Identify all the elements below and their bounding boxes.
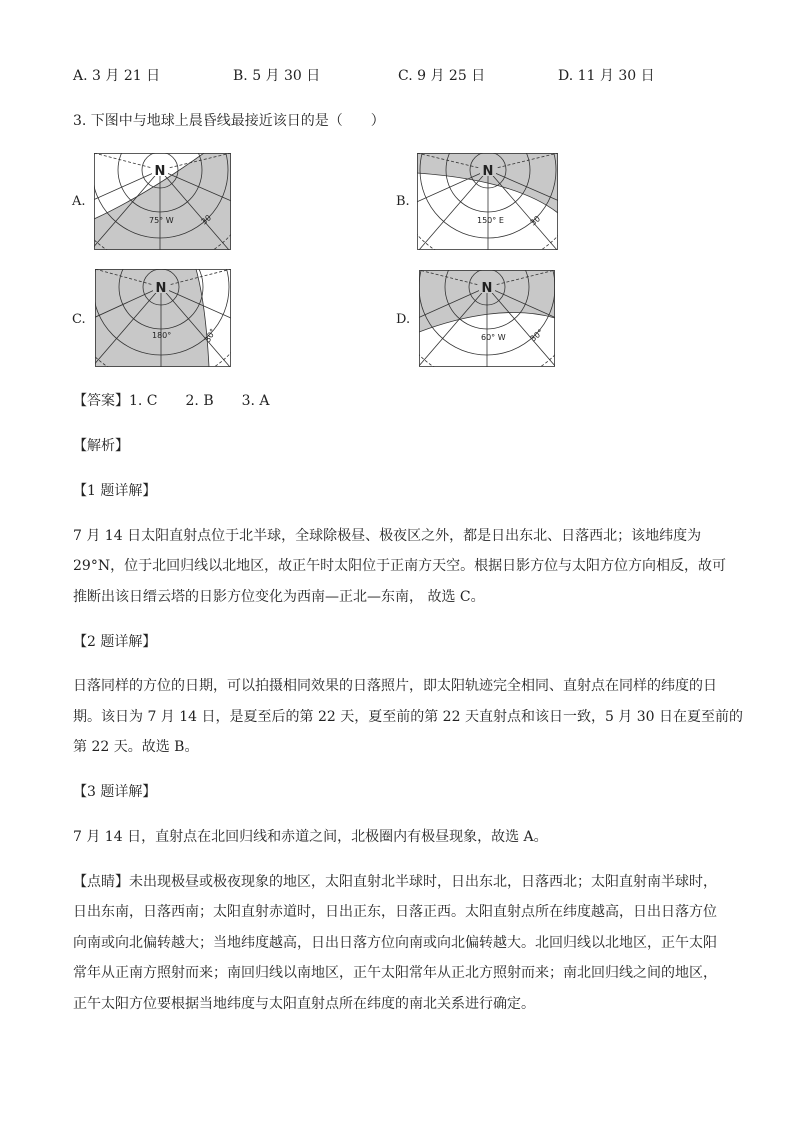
- map-d-pole: N: [481, 281, 493, 296]
- detail2-line-1: 日落同样的方位的日期，可以拍摄相同效果的日落照片，即太阳轨迹完全相同、直射点在同样的纬度的日: [73, 678, 717, 694]
- map-c: [95, 269, 231, 367]
- map-d-letter: D.: [396, 312, 411, 327]
- answer-label: 【答案】: [73, 393, 129, 409]
- map-b-letter: B.: [396, 194, 410, 209]
- answer-line: [73, 392, 270, 410]
- option-b: B. 5 月 30 日: [233, 68, 321, 84]
- detail3-line-1: 7 月 14 日，直射点在北回归线和赤道之间，北极圈内有极昼现象，故选 A。: [73, 829, 548, 845]
- map-c-letter: C.: [72, 312, 86, 327]
- detail1-line-3: 推断出该日缙云塔的日影方位变化为西南—正北—东南， 故选 C。: [73, 589, 485, 605]
- analysis-label: 【解析】: [73, 438, 129, 454]
- map-b-longitude: 150° E: [477, 216, 504, 225]
- tip-line-3: 向南或向北偏转越大；当地纬度越高，日出日落方位向南或向北偏转越大。北回归线以北地区，正午太阳: [73, 935, 717, 951]
- map-b-pole: N: [482, 164, 494, 179]
- answer-text: 1. C 2. B 3. A: [129, 393, 270, 409]
- map-b: [417, 153, 558, 250]
- detail2-line-2: 期。该日为 7 月 14 日，是夏至后的第 22 天，夏至前的第 22 天直射点和该日一致，5 月 30 日在夏至前的: [73, 709, 744, 725]
- map-d-latitude: 30°: [528, 327, 546, 344]
- tip-line-1: 【点睛】未出现极昼或极夜现象的地区，太阳直射北半球时，日出东北，日落西北；太阳直射南半球时，: [73, 874, 717, 890]
- detail1-line-1: 7 月 14 日太阳直射点位于北半球，全球除极昼、极夜区之外，都是日出东北、日落西北；该地纬度为: [73, 528, 702, 544]
- map-a-pole: N: [154, 164, 166, 179]
- map-a: [94, 153, 231, 250]
- map-a-letter: A.: [72, 194, 86, 209]
- detail2-line-3: 第 22 天。故选 B。: [73, 739, 199, 755]
- detail3-label: 【3 题详解】: [73, 784, 157, 800]
- map-b-latitude: 30: [528, 214, 543, 228]
- map-c-pole: N: [155, 281, 167, 296]
- option-a: A. 3 月 21 日: [73, 68, 161, 84]
- map-c-night-area: [95, 269, 209, 367]
- detail1-label: 【1 题详解】: [73, 483, 157, 499]
- option-d: D. 11 月 30 日: [558, 68, 655, 84]
- detail2-label: 【2 题详解】: [73, 634, 157, 650]
- tip-line-2: 日出东南，日落西南；太阳直射赤道时，日出正东，日落正西。太阳直射点所在纬度越高，日出日落方位: [73, 904, 717, 920]
- map-a-latitude: 30: [199, 213, 214, 227]
- map-d-longitude: 60° W: [481, 333, 506, 342]
- question-3: 3. 下图中与地球上晨昏线最接近该日的是（ ）: [73, 113, 385, 129]
- detail1-line-2: 29°N，位于北回归线以北地区，故正午时太阳位于正南方天空。根据日影方位与太阳方位方向相反，故可: [73, 558, 727, 574]
- map-c-latitude: 30°: [202, 327, 218, 344]
- map-c-longitude: 180°: [152, 331, 172, 340]
- tip-label: 【点睛】: [73, 874, 129, 890]
- map-d: [419, 270, 555, 367]
- option-c: C. 9 月 25 日: [398, 68, 486, 84]
- map-a-longitude: 75° W: [149, 216, 174, 225]
- tip-line-4: 常年从正南方照射而来；南回归线以南地区，正午太阳常年从正北方照射而来；南北回归线之间的地区，: [73, 965, 717, 981]
- tip-line-5: 正午太阳方位要根据当地纬度与太阳直射点所在纬度的南北关系进行确定。: [73, 996, 535, 1012]
